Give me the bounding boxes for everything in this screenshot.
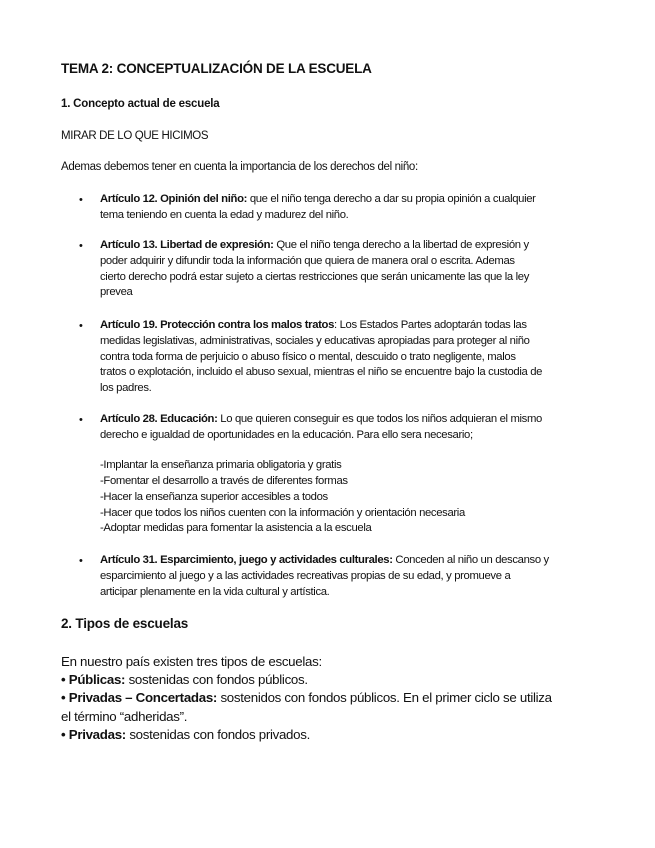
article-19-name: Artículo 19. Protección contra los malos tratos xyxy=(100,319,335,331)
school-type-label: Públicas: xyxy=(68,672,126,687)
article-31 xyxy=(100,553,600,600)
article-31-name: Artículo 31. Esparcimiento, juego y actividades culturales: xyxy=(100,554,393,566)
rights-intro: Ademas debemos tener en cuenta la importancia de los derechos del niño: xyxy=(61,161,418,173)
education-list-item: -Hacer que todos los niños cuenten con la información y orientación necesaria xyxy=(100,507,465,519)
article-31-line-1: Conceden al niño un descanso y xyxy=(392,554,549,566)
bullet-icon: • xyxy=(79,240,83,252)
article-12-line-2: tema teniendo en cuenta la edad y madurez del niño. xyxy=(100,208,349,221)
article-19-line-3: contra toda forma de perjuicio o abuso físico o mental, descuido o trato negligente, malos xyxy=(100,350,516,363)
article-13-line-2: poder adquirir y difundir toda la información que quiera de manera oral o escrita. Ademas xyxy=(100,254,515,267)
article-31-line-3: articipar plenamente en la vida cultural y artística. xyxy=(100,585,330,598)
article-28-line-1: Lo que quieren conseguir es que todos los niños adquieran el mismo xyxy=(217,413,542,425)
article-19-line-2: medidas legislativas, administrativas, sociales y educativas apropiadas para proteger al niño xyxy=(100,334,530,347)
article-28-name: Artículo 28. Educación: xyxy=(100,413,218,425)
school-type-text: sostenidos con fondos públicos. En el primer ciclo se utiliza xyxy=(217,690,552,705)
bullet-icon: • xyxy=(61,672,69,687)
school-type-continuation xyxy=(61,709,187,724)
bullet-icon: • xyxy=(79,320,83,332)
article-19-line-5: los padres. xyxy=(100,382,152,395)
education-list-item: -Fomentar el desarrollo a través de diferentes formas xyxy=(100,475,348,487)
article-19 xyxy=(100,318,600,397)
article-28-line-2: derecho e igualdad de oportunidades en la educación. Para ello sera necesario; xyxy=(100,428,473,441)
school-type-concertadas xyxy=(61,690,552,705)
mirar-note: MIRAR DE LO QUE HICIMOS xyxy=(61,130,209,142)
page-title: TEMA 2: CONCEPTUALIZACIÓN DE LA ESCUELA xyxy=(61,61,372,76)
article-13 xyxy=(100,238,600,301)
education-list-item: -Implantar la enseñanza primaria obligatoria y gratis xyxy=(100,459,342,471)
article-19-line-1: : Los Estados Partes adoptarán todas las xyxy=(334,319,527,331)
article-12-name: Artículo 12. Opinión del niño: xyxy=(100,193,248,205)
article-12 xyxy=(100,192,600,224)
school-types-intro: En nuestro país existen tres tipos de escuelas: xyxy=(61,654,322,669)
section-2-heading: 2. Tipos de escuelas xyxy=(61,616,189,631)
article-13-line-4: prevea xyxy=(100,286,133,299)
bullet-icon: • xyxy=(61,690,69,705)
school-type-text: el término “adheridas”. xyxy=(61,709,188,724)
article-28 xyxy=(100,412,600,444)
bullet-icon: • xyxy=(79,414,83,426)
article-13-line-1: Que el niño tenga derecho a la libertad de expresión y xyxy=(273,239,529,251)
bullet-icon: • xyxy=(79,194,83,206)
school-type-text: sostenidas con fondos privados. xyxy=(125,727,310,742)
section-1-heading: 1. Concepto actual de escuela xyxy=(61,98,220,110)
article-13-name: Artículo 13. Libertad de expresión: xyxy=(100,239,274,251)
article-13-line-3: cierto derecho podrá estar sujeto a ciertas restricciones que serán unicamente las que la ley xyxy=(100,270,529,283)
article-12-line-1: que el niño tenga derecho a dar su propia opinión a cualquier xyxy=(247,193,536,205)
education-list-item: -Adoptar medidas para fomentar la asistencia a la escuela xyxy=(100,522,372,534)
school-type-label: Privadas: xyxy=(68,727,126,742)
school-type-label: Privadas – Concertadas: xyxy=(68,690,218,705)
bullet-icon: • xyxy=(79,555,83,567)
school-type-privadas xyxy=(61,727,310,742)
article-31-line-2: esparcimiento al juego y a las actividades recreativas propias de su edad, y promueve a xyxy=(100,569,511,582)
bullet-icon: • xyxy=(61,727,69,742)
school-type-publicas xyxy=(61,672,308,687)
education-list-item: -Hacer la enseñanza superior accesibles a todos xyxy=(100,491,328,503)
school-type-text: sostenidas con fondos públicos. xyxy=(125,672,308,687)
article-19-line-4: tratos o explotación, incluido el abuso sexual, mientras el niño se encuentre bajo la custodia de xyxy=(100,366,543,379)
